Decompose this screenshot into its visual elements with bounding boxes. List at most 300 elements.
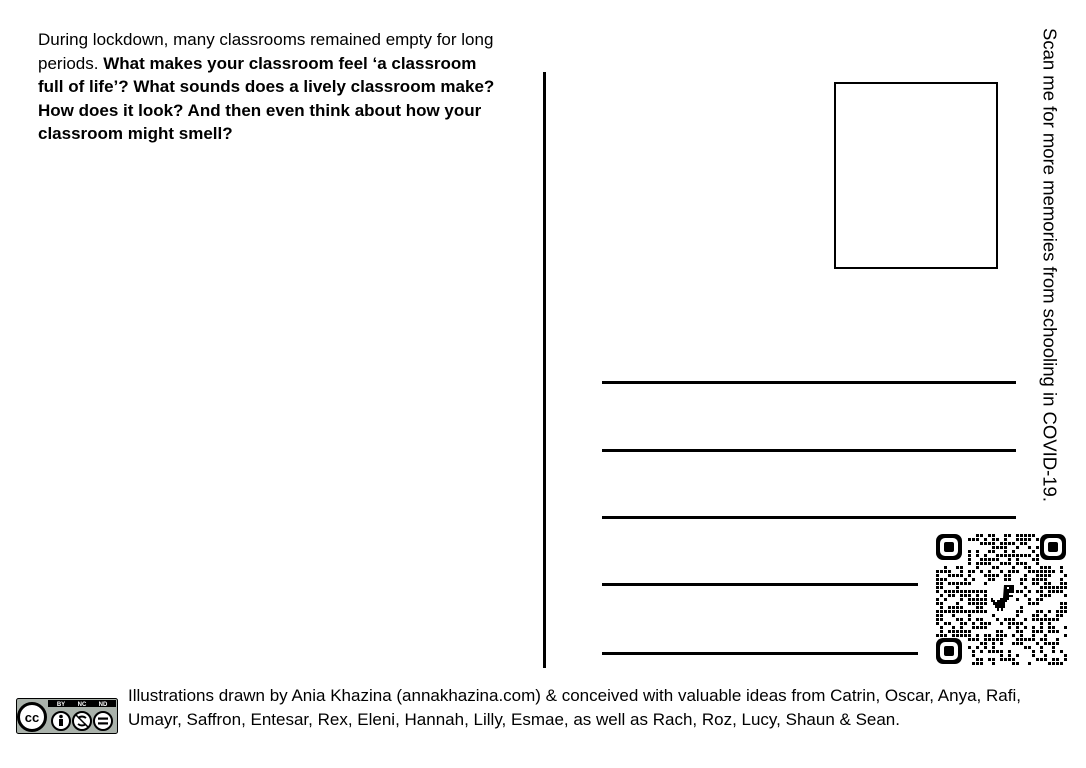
qr-module — [972, 610, 975, 613]
qr-finder — [936, 638, 962, 664]
qr-module — [960, 626, 963, 629]
qr-module — [1024, 646, 1027, 649]
qr-module — [1056, 618, 1059, 621]
qr-module — [1036, 614, 1039, 617]
qr-module — [984, 646, 987, 649]
qr-module — [1024, 618, 1027, 621]
qr-module — [996, 630, 999, 633]
qr-module — [1024, 566, 1027, 569]
qr-module — [968, 602, 971, 605]
qr-module — [948, 582, 951, 585]
qr-module — [1040, 594, 1043, 597]
qr-module — [976, 610, 979, 613]
qr-module — [1020, 534, 1023, 537]
qr-module — [1048, 662, 1051, 665]
qr-module — [1040, 626, 1043, 629]
qr-module — [1036, 610, 1039, 613]
qr-module — [976, 562, 979, 565]
qr-module — [1040, 650, 1043, 653]
qr-module — [992, 574, 995, 577]
qr-module — [1044, 566, 1047, 569]
qr-module — [988, 622, 991, 625]
qr-module — [1024, 562, 1027, 565]
qr-module — [1048, 570, 1051, 573]
qr-module — [1052, 590, 1055, 593]
qr-module — [1032, 630, 1035, 633]
qr-module — [936, 570, 939, 573]
qr-module — [1060, 606, 1063, 609]
qr-module — [1036, 630, 1039, 633]
qr-module — [980, 534, 983, 537]
qr-module — [992, 614, 995, 617]
qr-module — [1016, 558, 1019, 561]
qr-module — [1012, 658, 1015, 661]
qr-module — [1060, 586, 1063, 589]
qr-module — [964, 634, 967, 637]
qr-module — [992, 546, 995, 549]
qr-module — [1048, 622, 1051, 625]
qr-module — [1052, 658, 1055, 661]
qr-module — [984, 590, 987, 593]
qr-module — [1008, 650, 1011, 653]
qr-module — [936, 574, 939, 577]
qr-module — [972, 626, 975, 629]
qr-module — [968, 646, 971, 649]
qr-module — [1000, 570, 1003, 573]
qr-module — [1016, 562, 1019, 565]
qr-module — [992, 646, 995, 649]
qr-module — [1032, 618, 1035, 621]
qr-module — [984, 642, 987, 645]
qr-module — [996, 650, 999, 653]
qr-module — [1000, 562, 1003, 565]
qr-module — [1036, 602, 1039, 605]
qr-module — [984, 562, 987, 565]
qr-module — [936, 590, 939, 593]
qr-module — [1064, 606, 1067, 609]
qr-module — [1044, 586, 1047, 589]
qr-module — [940, 634, 943, 637]
qr-module — [936, 578, 939, 581]
qr-module — [1044, 582, 1047, 585]
qr-module — [972, 570, 975, 573]
qr-module — [948, 630, 951, 633]
qr-module — [1028, 566, 1031, 569]
qr-module — [1028, 662, 1031, 665]
qr-module — [1000, 654, 1003, 657]
qr-module — [992, 650, 995, 653]
qr-module — [1036, 546, 1039, 549]
qr-module — [1040, 638, 1043, 641]
dinosaur-icon — [988, 582, 1016, 614]
qr-module — [1040, 630, 1043, 633]
qr-module — [940, 618, 943, 621]
qr-module — [936, 618, 939, 621]
qr-module — [956, 582, 959, 585]
qr-module — [984, 622, 987, 625]
qr-module — [948, 590, 951, 593]
qr-module — [964, 578, 967, 581]
qr-module — [940, 602, 943, 605]
qr-module — [1008, 654, 1011, 657]
qr-module — [1060, 566, 1063, 569]
address-line — [602, 381, 1016, 384]
qr-module — [1064, 658, 1067, 661]
qr-module — [976, 554, 979, 557]
qr-module — [1020, 642, 1023, 645]
qr-module — [936, 614, 939, 617]
qr-module — [996, 566, 999, 569]
prompt-questions: What makes your classroom feel ‘a classroom full of life’? What sounds does a lively classroom make? How does it look? And then even think about how your classroom might smell? — [38, 53, 495, 143]
qr-module — [1020, 590, 1023, 593]
qr-module — [936, 582, 939, 585]
qr-module — [1020, 634, 1023, 637]
address-line — [602, 516, 1016, 519]
qr-module — [956, 590, 959, 593]
qr-module — [1040, 610, 1043, 613]
qr-module — [1032, 570, 1035, 573]
qr-module — [944, 590, 947, 593]
qr-module — [968, 590, 971, 593]
qr-module — [976, 606, 979, 609]
qr-module — [1016, 638, 1019, 641]
qr-module — [960, 610, 963, 613]
qr-module — [944, 610, 947, 613]
qr-module — [972, 538, 975, 541]
qr-module — [1044, 618, 1047, 621]
qr-module — [992, 550, 995, 553]
qr-module — [988, 638, 991, 641]
qr-module — [936, 610, 939, 613]
qr-module — [1048, 586, 1051, 589]
qr-module — [1064, 610, 1067, 613]
qr-module — [968, 558, 971, 561]
qr-module — [1004, 538, 1007, 541]
qr-module — [988, 574, 991, 577]
qr-module — [1032, 602, 1035, 605]
qr-module — [944, 622, 947, 625]
qr-module — [1004, 542, 1007, 545]
qr-module — [1012, 634, 1015, 637]
qr-module — [964, 582, 967, 585]
qr-module — [960, 594, 963, 597]
qr-module — [948, 610, 951, 613]
qr-module — [1016, 590, 1019, 593]
qr-module — [976, 550, 979, 553]
qr-module — [996, 546, 999, 549]
qr-module — [940, 582, 943, 585]
qr-module — [984, 538, 987, 541]
qr-module — [1032, 550, 1035, 553]
qr-module — [996, 638, 999, 641]
qr-module — [940, 594, 943, 597]
qr-module — [1024, 542, 1027, 545]
qr-module — [1016, 614, 1019, 617]
qr-module — [1028, 602, 1031, 605]
qr-module — [972, 662, 975, 665]
qr-module — [980, 650, 983, 653]
qr-module — [976, 638, 979, 641]
qr-module — [992, 638, 995, 641]
qr-module — [1008, 622, 1011, 625]
qr-module — [960, 566, 963, 569]
qr-module — [1056, 642, 1059, 645]
qr-module — [952, 630, 955, 633]
qr-module — [1056, 662, 1059, 665]
qr-module — [980, 658, 983, 661]
qr-module — [972, 602, 975, 605]
qr-module — [976, 566, 979, 569]
qr-module — [1016, 570, 1019, 573]
qr-module — [964, 630, 967, 633]
qr-module — [1044, 638, 1047, 641]
qr-module — [992, 662, 995, 665]
qr-module — [1060, 602, 1063, 605]
qr-module — [940, 586, 943, 589]
qr-module — [980, 642, 983, 645]
qr-module — [988, 558, 991, 561]
qr-module — [1040, 646, 1043, 649]
qr-code-icon[interactable] — [934, 532, 1068, 666]
qr-module — [1020, 542, 1023, 545]
qr-module — [984, 574, 987, 577]
qr-module — [1044, 574, 1047, 577]
qr-module — [1044, 578, 1047, 581]
qr-module — [1000, 630, 1003, 633]
qr-module — [952, 574, 955, 577]
qr-module — [1056, 658, 1059, 661]
qr-module — [1060, 590, 1063, 593]
qr-module — [1000, 650, 1003, 653]
qr-module — [1044, 654, 1047, 657]
qr-module — [1052, 618, 1055, 621]
qr-module — [1036, 562, 1039, 565]
qr-module — [1012, 566, 1015, 569]
qr-module — [1052, 662, 1055, 665]
qr-module — [1028, 590, 1031, 593]
qr-module — [1004, 534, 1007, 537]
qr-module — [984, 554, 987, 557]
qr-module — [940, 570, 943, 573]
qr-module — [1048, 574, 1051, 577]
qr-module — [956, 618, 959, 621]
address-line — [602, 583, 918, 586]
qr-module — [968, 582, 971, 585]
qr-module — [1048, 610, 1051, 613]
qr-module — [968, 634, 971, 637]
qr-module — [952, 606, 955, 609]
qr-module — [1016, 626, 1019, 629]
qr-module — [960, 574, 963, 577]
qr-module — [944, 578, 947, 581]
qr-module — [1032, 638, 1035, 641]
qr-module — [1032, 582, 1035, 585]
qr-module — [972, 650, 975, 653]
qr-module — [1040, 574, 1043, 577]
qr-module — [968, 574, 971, 577]
qr-module — [964, 590, 967, 593]
qr-module — [988, 578, 991, 581]
qr-module — [988, 550, 991, 553]
qr-module — [1048, 594, 1051, 597]
qr-module — [1064, 654, 1067, 657]
qr-module — [992, 542, 995, 545]
qr-module — [984, 582, 987, 585]
qr-module — [952, 626, 955, 629]
qr-module — [936, 634, 939, 637]
qr-module — [1052, 626, 1055, 629]
qr-module — [1032, 634, 1035, 637]
qr-module — [1036, 642, 1039, 645]
qr-module — [1012, 618, 1015, 621]
qr-module — [992, 558, 995, 561]
qr-module — [956, 606, 959, 609]
qr-module — [956, 634, 959, 637]
qr-module — [1064, 626, 1067, 629]
qr-module — [988, 570, 991, 573]
qr-module — [1020, 562, 1023, 565]
qr-module — [1036, 598, 1039, 601]
qr-module — [980, 626, 983, 629]
qr-module — [1008, 558, 1011, 561]
qr-module — [1016, 538, 1019, 541]
qr-module — [1040, 566, 1043, 569]
qr-module — [1064, 586, 1067, 589]
qr-module — [944, 634, 947, 637]
qr-module — [1044, 658, 1047, 661]
qr-module — [1028, 534, 1031, 537]
qr-module — [1028, 598, 1031, 601]
qr-module — [956, 610, 959, 613]
qr-module — [1048, 618, 1051, 621]
qr-module — [956, 630, 959, 633]
qr-module — [1060, 570, 1063, 573]
qr-module — [984, 626, 987, 629]
qr-module — [980, 606, 983, 609]
qr-module — [960, 582, 963, 585]
qr-module — [1012, 662, 1015, 665]
qr-module — [1040, 622, 1043, 625]
qr-module — [936, 602, 939, 605]
qr-module — [968, 638, 971, 641]
qr-module — [980, 570, 983, 573]
qr-module — [1028, 646, 1031, 649]
qr-module — [952, 614, 955, 617]
qr-module — [1020, 638, 1023, 641]
qr-module — [1064, 594, 1067, 597]
qr-module — [976, 534, 979, 537]
qr-module — [940, 630, 943, 633]
qr-module — [1056, 630, 1059, 633]
qr-module — [948, 570, 951, 573]
qr-module — [1000, 642, 1003, 645]
qr-module — [1012, 550, 1015, 553]
qr-module — [1048, 626, 1051, 629]
qr-module — [1052, 642, 1055, 645]
qr-module — [988, 542, 991, 545]
qr-module — [1056, 614, 1059, 617]
qr-module — [968, 610, 971, 613]
qr-module — [1024, 538, 1027, 541]
qr-module — [1044, 570, 1047, 573]
qr-module — [1016, 622, 1019, 625]
qr-module — [940, 606, 943, 609]
qr-module — [948, 622, 951, 625]
qr-module — [964, 594, 967, 597]
qr-module — [936, 622, 939, 625]
qr-module — [960, 570, 963, 573]
qr-module — [1032, 626, 1035, 629]
qr-module — [1004, 562, 1007, 565]
qr-module — [1012, 542, 1015, 545]
qr-module — [1008, 626, 1011, 629]
qr-module — [1060, 610, 1063, 613]
qr-module — [1000, 542, 1003, 545]
qr-module — [1000, 554, 1003, 557]
qr-module — [992, 578, 995, 581]
qr-module — [1004, 574, 1007, 577]
qr-module — [960, 598, 963, 601]
qr-module — [960, 630, 963, 633]
qr-module — [1036, 578, 1039, 581]
qr-module — [936, 598, 939, 601]
qr-module — [980, 542, 983, 545]
qr-module — [1048, 566, 1051, 569]
qr-module — [1008, 618, 1011, 621]
qr-module — [1016, 598, 1019, 601]
qr-finder — [936, 534, 962, 560]
qr-module — [1044, 614, 1047, 617]
qr-module — [992, 538, 995, 541]
qr-module — [1016, 554, 1019, 557]
qr-module — [980, 590, 983, 593]
qr-module — [1060, 582, 1063, 585]
qr-module — [976, 598, 979, 601]
qr-module — [1052, 630, 1055, 633]
qr-module — [940, 578, 943, 581]
qr-module — [1004, 618, 1007, 621]
qr-module — [968, 594, 971, 597]
qr-module — [956, 574, 959, 577]
qr-module — [1008, 554, 1011, 557]
qr-module — [1008, 570, 1011, 573]
qr-module — [952, 590, 955, 593]
qr-module — [968, 562, 971, 565]
qr-module — [996, 574, 999, 577]
qr-module — [952, 582, 955, 585]
license-tag-by: BY — [56, 702, 66, 708]
qr-module — [1008, 562, 1011, 565]
qr-module — [1024, 638, 1027, 641]
qr-finder — [1040, 534, 1066, 560]
address-line — [602, 652, 918, 655]
qr-module — [980, 558, 983, 561]
qr-module — [960, 618, 963, 621]
qr-module — [1032, 654, 1035, 657]
qr-module — [984, 598, 987, 601]
qr-module — [952, 610, 955, 613]
postcard-divider — [543, 72, 546, 668]
qr-module — [1012, 554, 1015, 557]
qr-module — [1036, 590, 1039, 593]
qr-module — [1020, 606, 1023, 609]
qr-module — [1048, 630, 1051, 633]
qr-module — [984, 634, 987, 637]
qr-module — [1004, 658, 1007, 661]
qr-module — [952, 634, 955, 637]
qr-module — [1040, 570, 1043, 573]
stamp-box — [834, 82, 998, 269]
